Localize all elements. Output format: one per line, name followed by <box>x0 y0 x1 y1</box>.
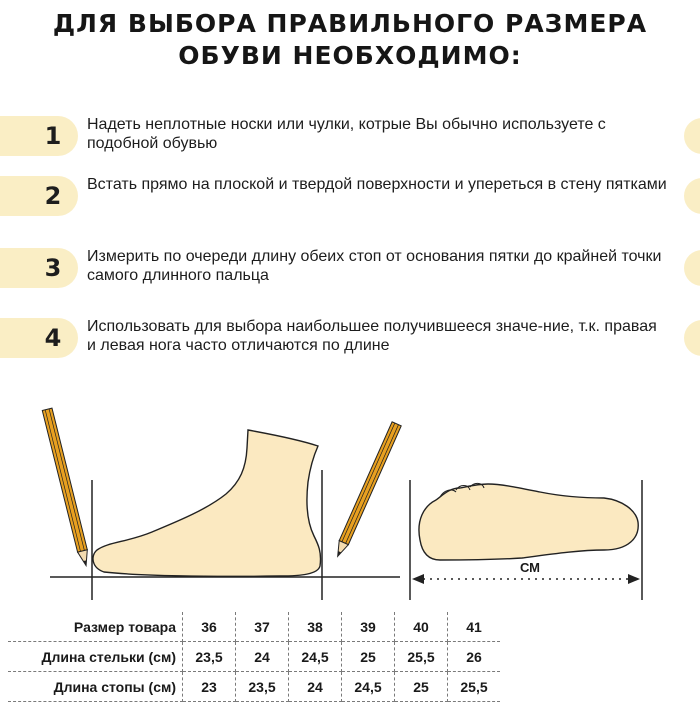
step-decoration <box>684 320 700 356</box>
table-cell: 26 <box>448 642 501 672</box>
table-cell: 24,5 <box>289 642 342 672</box>
table-cell: 36 <box>183 612 236 642</box>
title-line-2: ОБУВИ НЕОБХОДИМО: <box>178 41 522 70</box>
step-number: 2 <box>44 182 62 210</box>
table-row <box>8 612 500 642</box>
size-table <box>8 612 500 702</box>
table-cell: 25,5 <box>448 672 501 702</box>
step-text: Использовать для выбора наибольшее получившееся значе-ние, т.к. правая и левая нога часто отличаются по длине <box>87 318 657 354</box>
step-decoration <box>684 118 700 154</box>
table-cell: 25,5 <box>395 642 448 672</box>
step-text: Встать прямо на плоской и твердой поверхности и упереться в стену пятками <box>87 176 667 193</box>
table-row <box>8 672 500 702</box>
page-title <box>0 8 700 72</box>
step-decoration <box>684 250 700 286</box>
table-cell: 24 <box>236 642 289 672</box>
step-4 <box>0 318 700 362</box>
title-pre: ДЛЯ ВЫБОРА <box>52 9 257 38</box>
title-line-1 <box>0 8 700 40</box>
table-cell: 40 <box>395 612 448 642</box>
foot-measurement-illustration <box>0 395 700 607</box>
arrow-left-icon <box>412 574 424 584</box>
step-number: 4 <box>44 324 62 352</box>
row-label: Длина стопы (см) <box>8 672 183 702</box>
step-2 <box>0 176 700 220</box>
foot-side-icon <box>93 430 321 576</box>
step-number: 3 <box>44 254 62 282</box>
step-text: Измерить по очереди длину обеих стоп от основания пятки до крайней точки самого длинного пальца <box>87 248 662 284</box>
table-cell: 38 <box>289 612 342 642</box>
table-cell: 23,5 <box>236 672 289 702</box>
arrow-right-icon <box>628 574 640 584</box>
table-row <box>8 642 500 672</box>
step-decoration <box>684 178 700 214</box>
row-label: Длина стельки (см) <box>8 642 183 672</box>
step-number: 1 <box>44 122 62 150</box>
step-text: Надеть неплотные носки или чулки, котрые Вы обычно используете с подобной обувью <box>87 116 606 152</box>
row-label: Размер товара <box>8 612 183 642</box>
foot-top-icon <box>419 484 638 560</box>
table-cell: 23,5 <box>183 642 236 672</box>
table-cell: 24 <box>289 672 342 702</box>
step-1 <box>0 116 700 160</box>
table-cell: 23 <box>183 672 236 702</box>
table-cell: 25 <box>342 642 395 672</box>
pencil-icon <box>333 422 401 559</box>
table-cell: 39 <box>342 612 395 642</box>
table-cell: 25 <box>395 672 448 702</box>
title-bold: ПРАВИЛЬНОГО <box>266 9 496 38</box>
table-cell: 37 <box>236 612 289 642</box>
title-post: РАЗМЕРА <box>505 9 648 38</box>
table-cell: 24,5 <box>342 672 395 702</box>
measure-label: СМ <box>519 560 541 575</box>
step-3 <box>0 248 700 292</box>
table-cell: 41 <box>448 612 501 642</box>
pencil-icon <box>42 408 91 567</box>
